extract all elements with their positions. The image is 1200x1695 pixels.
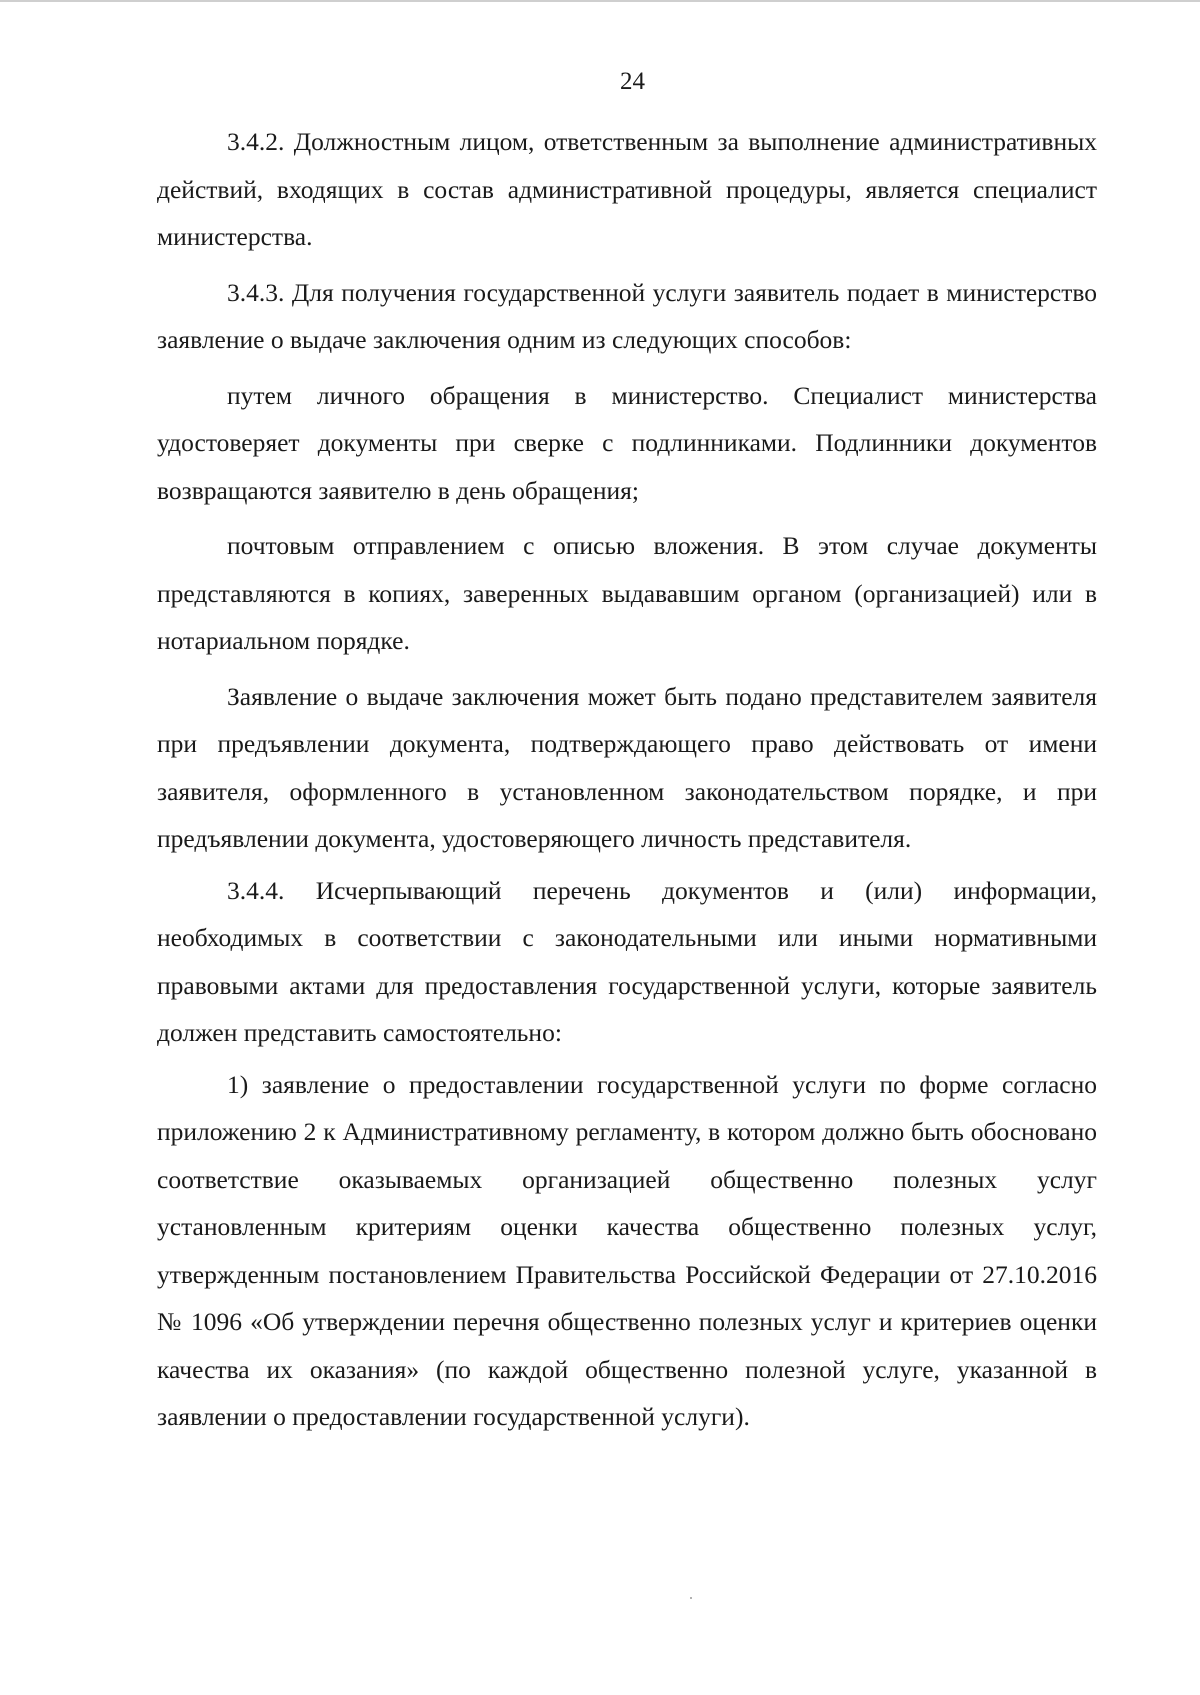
scan-speck <box>690 1597 692 1599</box>
page-number: 24 <box>620 68 645 95</box>
paragraph-3-4-2: 3.4.2. Должностным лицом, ответственным за выполнение административных действий, входящих в состав административной процедуры, является специалист министерства. <box>157 127 1097 251</box>
paragraph-postal-delivery: почтовым отправлением с описью вложения. В этом случае документы представляются в копиях, заверенных выдававшим органом (организацией) или в нотариальном порядке. <box>157 531 1097 655</box>
document-body <box>157 118 1097 1441</box>
paragraph-3-4-3: 3.4.3. Для получения государственной услуги заявитель подает в министерство заявление о выдаче заключения одним из следующих способов: <box>157 277 1097 354</box>
paragraph-3-4-4: 3.4.4. Исчерпывающий перечень документов и (или) информации, необходимых в соответствии с законодательными или иными нормативными правовыми актами для предоставления государственной услуги, которые заявитель должен представить самостоятельно: <box>157 875 1097 1047</box>
top-border-line <box>0 0 1200 2</box>
paragraph-representative: Заявление о выдаче заключения может быть подано представителем заявителя при предъявлении документа, подтверждающего право действовать от имени заявителя, оформленного в установленном законодательством порядке, и при предъявлении документа, удостоверяющего личность представителя. <box>157 681 1097 853</box>
list-item-1-application: 1) заявление о предоставлении государственной услуги по форме согласно приложению 2 к Административному регламенту, в котором должно быть обосновано соответствие оказываемых организацией общественно полезных услуг установленным критериям оценки качества общественно полезных услуг, утвержденным постановлением Правительства Российской Федерации от 27.10.2016 № 1096 «Об утверждении перечня общественно полезных услуг и критериев оценки качества их оказания» (по каждой общественно полезной услуге, указанной в заявлении о предоставлении государственной услуги). <box>157 1069 1097 1431</box>
paragraph-personal-visit: путем личного обращения в министерство. Специалист министерства удостоверяет документы при сверке с подлинниками. Подлинники документов возвращаются заявителю в день обращения; <box>157 380 1097 505</box>
